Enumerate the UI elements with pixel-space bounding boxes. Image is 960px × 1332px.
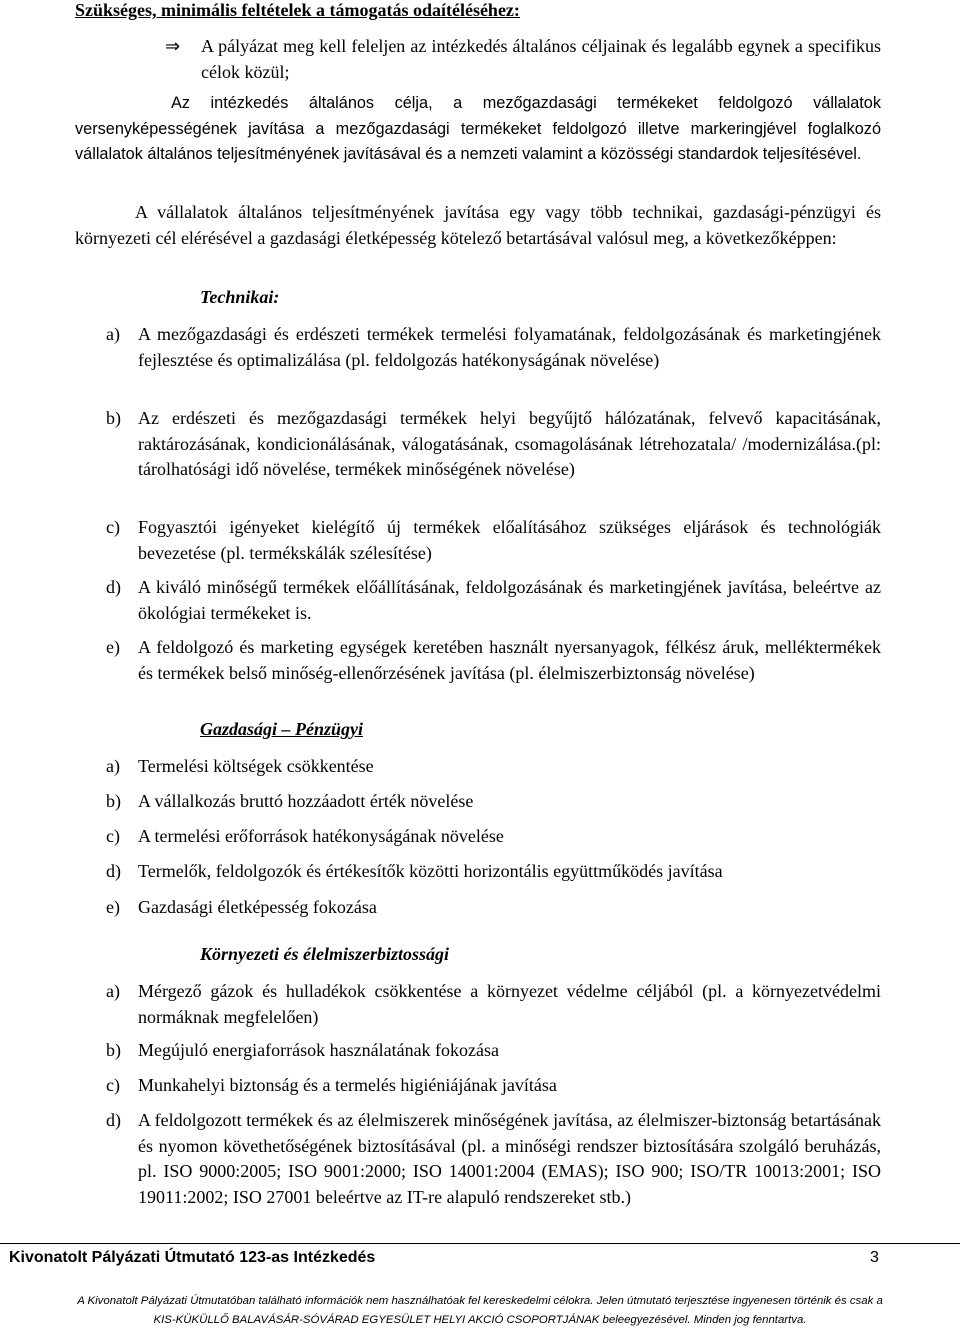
environmental-subheading: Környezeti és élelmiszerbiztossági — [200, 944, 449, 964]
footer-note-line-1: A Kivonatolt Pályázati Útmutatóban található információk nem használhatóak fel kereskedelmi célokra. Jelen útmutató terjesztése ingyenesen történik és csak a — [77, 1295, 883, 1307]
item-text: Termelők, feldolgozók és értékesítők közötti horizontális együttműködés javítása — [138, 861, 723, 881]
economic-item-b — [106, 789, 881, 815]
item-text: Gazdasági életképesség fokozása — [138, 897, 377, 917]
item-label: b) — [106, 1040, 121, 1060]
economic-item-e — [106, 895, 881, 921]
item-text: A feldolgozott termékek és az élelmiszerek minőségének javítása, az élelmiszer-biztonság betartásának és nyomon követhetőségének biztosításával (pl. a minőségi rendszer biztosítására szolgáló beruházás, pl. ISO 9000:2005; ISO 9001:2000; ISO 14001:2004 (EMAS); ISO 900; ISO/TR 10013:2001; ISO 19011:2002; ISO 27001 beleértve az IT-re alapuló rendszereket stb.) — [138, 1110, 881, 1207]
item-label: c) — [106, 826, 120, 846]
economic-item-c — [106, 824, 881, 850]
item-text: Termelési költségek csökkentése — [138, 756, 374, 776]
item-label: b) — [106, 408, 121, 428]
item-label: d) — [106, 861, 121, 881]
economic-item-a — [106, 754, 881, 780]
item-text: Az erdészeti és mezőgazdasági termékek helyi begyűjtő hálózatának, felvevő kapacitásának, raktározásának, kondicionálásának, válogatásának, csomagolásának létrehozatala/ /modernizálása.(pl: tárolhatósági idő növelése, termékek minőségének növelése) — [138, 408, 881, 479]
environmental-item-d — [106, 1108, 881, 1210]
economic-item-d — [106, 859, 881, 885]
environmental-item-b — [106, 1038, 881, 1064]
requirement-item — [165, 34, 881, 85]
item-text: A feldolgozó és marketing egységek keretében használt nyersanyagok, félkész áruk, melléktermékek és termékek belső minőség-ellenőrzésének javítása (pl. élelmiszerbiztonság növelése) — [138, 637, 881, 683]
performance-intro-paragraph: A vállalatok általános teljesítményének javítása egy vagy több technikai, gazdasági-pénzügyi és környezeti cél elérésével a gazdasági életképesség kötelező betartásával valósul meg, a következőképpen: — [75, 202, 881, 248]
requirement-text: A pályázat meg kell feleljen az intézkedés általános céljainak és legalább egynek a specifikus célok közül; — [201, 36, 881, 82]
item-text: A mezőgazdasági és erdészeti termékek termelési folyamatának, feldolgozásának és marketingjének fejlesztése és optimalizálása (pl. feldolgozás hatékonyságának növelése) — [138, 324, 881, 370]
item-text: A termelési erőforrások hatékonyságának növelése — [138, 826, 504, 846]
arrow-icon: ⇒ — [165, 36, 181, 57]
economic-subheading: Gazdasági – Pénzügyi — [200, 719, 364, 739]
item-label: c) — [106, 1075, 120, 1095]
item-label: d) — [106, 1110, 121, 1130]
environmental-item-c — [106, 1073, 881, 1099]
item-label: b) — [106, 791, 121, 811]
technical-item-a — [106, 322, 881, 373]
item-text: Munkahelyi biztonság és a termelés higiéniájának javítása — [138, 1075, 557, 1095]
item-text: A vállalkozás bruttó hozzáadott érték növelése — [138, 791, 474, 811]
technical-item-e — [106, 635, 881, 686]
item-label: c) — [106, 517, 120, 537]
footer-divider — [0, 1243, 960, 1244]
item-label: a) — [106, 324, 120, 344]
technical-item-c — [106, 515, 881, 566]
item-text: Megújuló energiaforrások használatának fokozása — [138, 1040, 500, 1060]
general-goal-paragraph: Az intézkedés általános célja, a mezőgazdasági termékeket feldolgozó vállalatok versenyképességének javítása a mezőgazdasági termékeket feldolgozó illetve markeringjével foglalkozó vállalatok általános teljesítményének javításával és a nemzeti valamint a közösségi standardok teljesítésével. — [75, 94, 881, 163]
item-label: e) — [106, 897, 120, 917]
item-text: Fogyasztói igényeket kielégítő új termékek előalításához szükséges eljárások és technológiák bevezetése (pl. termékskálák szélesítése) — [138, 517, 881, 563]
technical-item-b — [106, 406, 881, 483]
footer-note-line-2: KIS-KÜKÜLLŐ BALAVÁSÁR-SÓVÁRAD EGYESÜLET HELYI AKCIÓ CSOPORTJÁNAK beleegyezésével. Minden jog fenntartva. — [153, 1314, 807, 1326]
item-label: a) — [106, 756, 120, 776]
item-label: a) — [106, 981, 120, 1001]
item-label: d) — [106, 577, 121, 597]
footer-title: Kivonatolt Pályázati Útmutató 123-as Intézkedés — [9, 1249, 376, 1266]
item-text: A kiváló minőségű termékek előállításának, feldolgozásának és marketingjének javítása, beleértve az ökológiai termékeket is. — [138, 577, 881, 623]
environmental-item-a — [106, 979, 881, 1030]
section-heading: Szükséges, minimális feltételek a támogatás odaítéléséhez: — [75, 0, 520, 20]
item-text: Mérgező gázok és hulladékok csökkentése a környezet védelme céljából (pl. a környezetvédelmi normáknak megfelelően) — [138, 981, 881, 1027]
technical-item-d — [106, 575, 881, 626]
technical-subheading: Technikai: — [200, 287, 280, 307]
item-label: e) — [106, 637, 120, 657]
page-number: 3 — [870, 1249, 879, 1266]
